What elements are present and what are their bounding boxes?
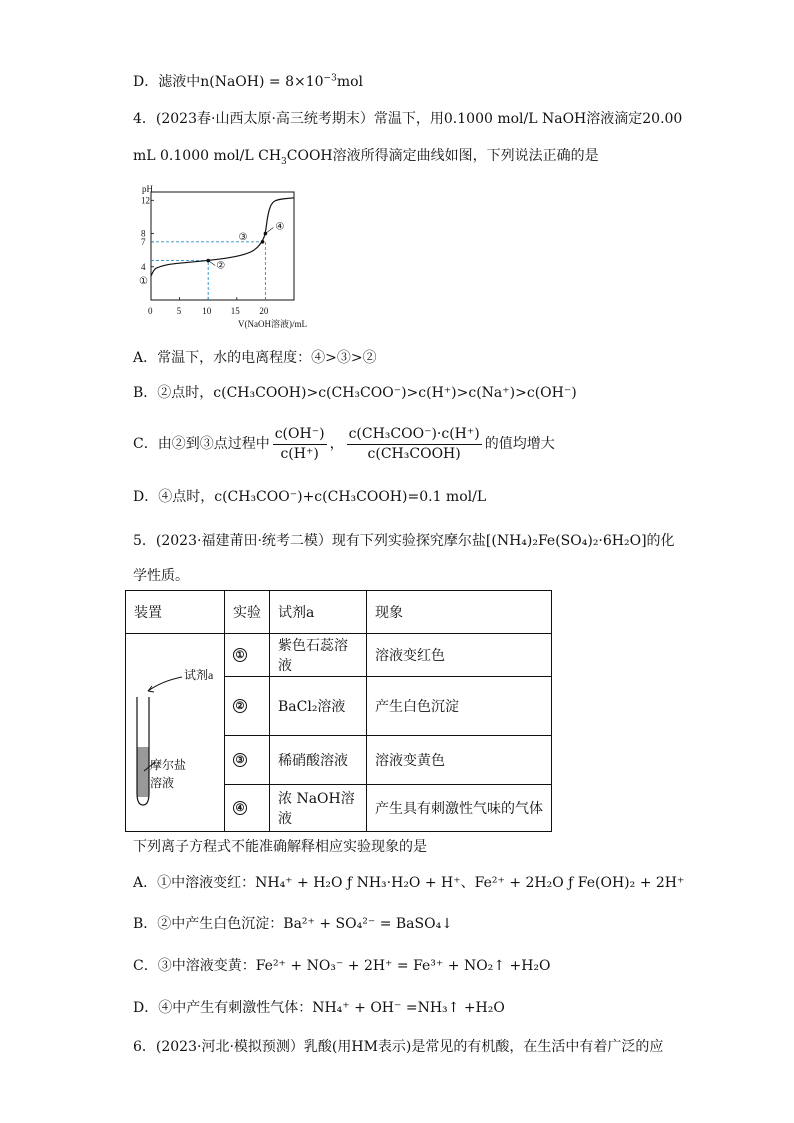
test-tube-diagram — [126, 635, 224, 830]
row-1-exp — [225, 634, 270, 677]
x-tick-label: 0 — [148, 306, 153, 316]
q3-option-d — [133, 72, 363, 92]
row-2-reagent: BaCl₂溶液 — [270, 677, 367, 736]
q4-option-c-fraction-1 — [273, 426, 327, 463]
y-tick-label: 7 — [141, 236, 146, 247]
apparatus-cell — [126, 634, 225, 832]
exp-number: ④ — [233, 801, 247, 815]
exp-number: ② — [233, 699, 247, 713]
q4-option-c-separator: ， — [329, 436, 344, 452]
q4-stem-line2-c: COOH溶液所得滴定曲线如图，下列说法正确的是 — [286, 148, 599, 164]
q4-option-c-prefix: C．由②到③点过程中 — [133, 436, 270, 452]
q4-stem-line2-a: mL 0.1000 mol/L CH — [133, 148, 282, 164]
q3-option-d-unit: mol — [336, 74, 363, 90]
q4-stem-line2 — [133, 146, 599, 166]
exp-number: ① — [233, 648, 247, 662]
row-3-phenomenon: 溶液变黄色 — [367, 736, 552, 785]
y-tick-label: 4 — [141, 261, 146, 272]
q5-stem-line1-b: 的化 — [646, 533, 675, 549]
x-tick-label: 5 — [176, 306, 182, 316]
q5-option-c: C．③中溶液变黄：Fe²⁺ + NO₃⁻ + 2H⁺ = Fe³⁺ + NO₂↑ +H₂O — [133, 958, 551, 974]
chart-point-label: ④ — [275, 221, 285, 233]
exp-number: ③ — [233, 753, 247, 767]
x-tick-label: 10 — [202, 306, 212, 316]
tube-label-solution: 溶液 — [150, 776, 175, 790]
row-2-exp — [225, 677, 270, 736]
fraction-2-numerator: c(CH₃COO⁻)·c(H⁺) — [347, 426, 482, 445]
chart-point-label: ③ — [238, 231, 248, 243]
chart-point-label: ② — [216, 260, 226, 272]
header-reagent: 试剂a — [270, 591, 367, 634]
header-phenomenon: 现象 — [367, 591, 552, 634]
q5-option-b: B．②中产生白色沉淀：Ba²⁺ + SO₄²⁻ = BaSO₄↓ — [133, 916, 453, 932]
chart-point-label: ① — [139, 275, 148, 287]
q5-experiment-table — [125, 590, 552, 832]
q3-option-d-text: D．滤液中n(NaOH) = 8×10 — [133, 74, 324, 90]
fraction-1-numerator: c(OH⁻) — [273, 426, 327, 445]
header-apparatus: 装置 — [126, 591, 225, 634]
y-tick-label: 8 — [141, 228, 146, 239]
chart-y-axis-label: pH — [142, 184, 153, 194]
y-tick-label: 12 — [141, 195, 150, 206]
q4-option-c — [133, 425, 555, 463]
chart-x-axis-label: V(NaOH溶液)/mL — [238, 319, 307, 329]
q3-option-d-exponent: −3 — [323, 73, 337, 84]
table-row — [126, 634, 552, 677]
q5-option-d: D．④中产生有刺激性气体：NH₄⁺ + OH⁻ =NH₃↑ +H₂O — [133, 1000, 505, 1016]
q4-option-c-suffix: 的值均增大 — [484, 436, 555, 452]
q6-stem-line1: 6．(2023·河北·模拟预测）乳酸(用HM表示)是常见的有机酸，在生活中有着广泛的应 — [133, 1039, 664, 1055]
q4-stem-line1: 4．(2023春·山西太原·高三统考期末）常温下，用0.1000 mol/L NaOH溶液滴定20.00 — [133, 111, 683, 127]
tube-label-reagent: 试剂a — [184, 668, 214, 682]
chart-frame — [151, 192, 294, 300]
row-2-phenomenon: 产生白色沉淀 — [367, 677, 552, 736]
chart-point-marker — [261, 240, 265, 244]
q5-question: 下列离子方程式不能准确解释相应实验现象的是 — [133, 839, 427, 855]
q4-option-c-fraction-2 — [347, 426, 482, 463]
titration-curve-chart — [120, 180, 310, 330]
row-4-phenomenon: 产生具有刺激性气味的气体 — [367, 785, 552, 832]
tube-label-mohr-salt: 摩尔盐 — [150, 758, 187, 772]
row-4-reagent: 浓 NaOH溶液 — [270, 785, 367, 832]
q4-option-b: B．②点时，c(CH₃COOH)>c(CH₃COO⁻)>c(H⁺)>c(Na⁺)>c(OH⁻) — [133, 385, 577, 401]
x-tick-label: 20 — [259, 306, 269, 316]
x-tick-label: 15 — [230, 306, 240, 316]
row-3-exp — [225, 736, 270, 785]
table-header-row — [126, 591, 552, 634]
tube-liquid — [137, 747, 149, 797]
row-1-reagent: 紫色石蕊溶液 — [270, 634, 367, 677]
q5-stem-line1 — [133, 531, 675, 551]
row-1-phenomenon: 溶液变红色 — [367, 634, 552, 677]
fraction-1-denominator: c(H⁺) — [280, 445, 319, 462]
q4-option-d: D．④点时，c(CH₃COO⁻)+c(CH₃COOH)=0.1 mol/L — [133, 489, 487, 505]
q4-stem-line2-sub: 3 — [281, 156, 287, 167]
header-experiment: 实验 — [225, 591, 270, 634]
point-leader-line — [265, 228, 273, 234]
q5-mohr-salt-formula: [(NH₄)₂Fe(SO₄)₂·6H₂O] — [485, 533, 647, 549]
q5-stem-line1-a: 5．(2023·福建莆田·统考二模）现有下列实验探究摩尔盐 — [133, 533, 486, 549]
q5-option-a: A．①中溶液变红：NH₄⁺ + H₂O ƒ NH₃·H₂O + H⁺、Fe²⁺ + 2H₂O ƒ Fe(OH)₂ + 2H⁺ — [133, 875, 685, 891]
row-4-exp — [225, 785, 270, 832]
q4-option-a: A．常温下，水的电离程度：④>③>② — [133, 350, 377, 366]
reagent-arrow-line — [148, 677, 182, 691]
point-leader-line — [208, 261, 215, 266]
row-3-reagent: 稀硝酸溶液 — [270, 736, 367, 785]
dashed-guide-line — [151, 242, 265, 300]
fraction-2-denominator: c(CH₃COOH) — [367, 445, 461, 462]
q5-stem-line2: 学性质。 — [133, 568, 189, 584]
